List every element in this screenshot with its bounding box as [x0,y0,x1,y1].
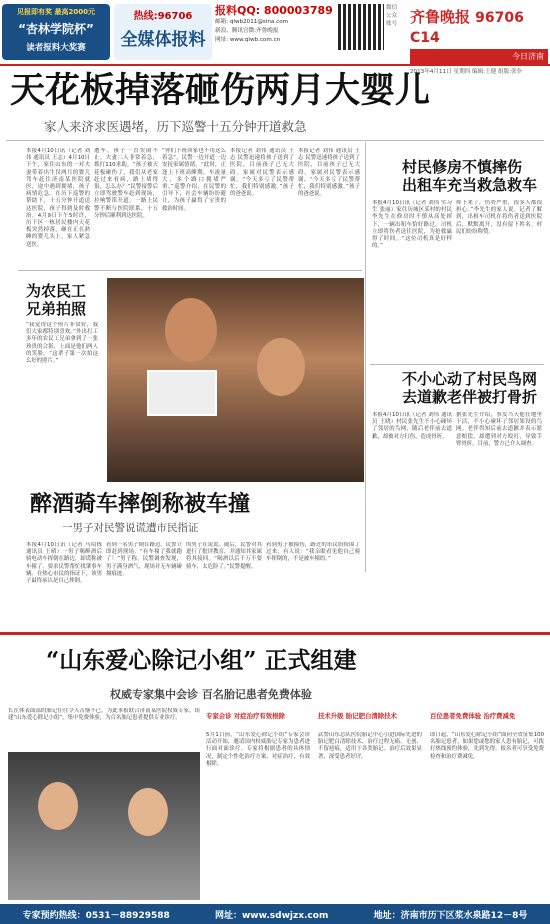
contest-ad-top: 见报即有奖 最高2000元 [17,8,95,16]
story6-headline: “山东爱心除记小组” 正式组建 [46,647,357,674]
masthead [0,0,550,75]
story2-headline [402,158,537,194]
report-weibo: 新浪、腾讯官微:齐鲁晚报 [215,28,279,34]
story4-col-1: 本报4月10日讯（记者 刘伟 通讯员 王晓）村民张先生不小心碰坏了邻居的鸟网，随后老伴前去道歉，却被对方打伤，造成骨折。 [372,412,452,440]
lead-col-3: “你们下班回家也不用这么着急”，民警一边开道一边安抚家属情绪。“此时，正逢上下班高峰期，车流量大，多个路口拥堵严重。”巡警介绍，在民警的引导下，社会车辆纷纷避让，为孩子赢得了宝贵的救治时间。 [162,148,226,212]
story3-title-2: 兄弟拍照 [26,300,87,318]
story6-col-2: 武警山东总队医院胎记中心引进国际先进的胎记肥白清除技术，治疗过程无痛、无创、不留疤痕，适用于各类胎记。治疗后效果显著，深受患者好评。 [318,732,422,760]
story6-col3-head: 百位患者免费体验 治疗费减免 [430,712,516,720]
divider [370,364,544,365]
qr-label: 微信公众账号 [386,5,398,27]
lead-col-4: 本报记者 刘伟 通讯员 王志 民警迅速将孩子送到了医院，目前孩子已无大碍。家属对民警表示感谢。“今天多亏了民警帮忙，我们特别感激。”孩子的爸爸说。 [230,148,294,198]
story5-subtitle: 一男子对民警说谎遭市民指证 [62,522,199,534]
lead-subtitle: 家人来济求医遇堵，历下巡警十五分钟开道救急 [44,119,307,134]
lead-col-5: 本报记者 刘伟 通讯员 王志 民警迅速将孩子送到了医院，目前孩子已无大碍。家属对民警表示感谢。“今天多亏了民警帮忙，我们特别感激。”孩子的爸爸说。 [298,148,360,198]
story6-intro: 长在体表面部的胎记往往令人苦恼不已。为此本报联合济南某医院权威专家，组建“山东爱心除记小组”，集中免费体验，为百名胎记患者提供专业诊疗。 [8,708,200,722]
report-info [215,4,335,60]
story3-title-1: 为农民工 [26,282,87,300]
worker-face [165,298,217,362]
story5-col-3: 的男子在说谎。随后，民警对其进行了批评教育，并通知其家属将其接回。“喝酒以后千万不要骑车，太危险了。”民警提醒。 [186,542,262,570]
report-qq: 报料QQ: 800003789 [215,4,333,17]
section-bar: 今日济南 [410,49,548,64]
story3-headline [26,282,86,318]
contest-ad[interactable] [2,4,110,60]
divider [6,140,544,141]
story4-title-2: 去道歉老伴被打骨折 [402,388,538,406]
story4-title-1: 不小心动了村民鸟网 [402,370,538,388]
held-photo [147,370,217,416]
brand-block [410,6,548,75]
story5-headline: 醉酒骑车摔倒称被车撞 [30,491,251,517]
story4-headline [402,370,537,406]
expert-face [128,788,168,836]
divider [18,270,362,271]
lead-headline: 天花板掉落砸伤两月大婴儿 [10,70,431,111]
workers-photo [107,278,364,482]
experts-photo [8,752,200,900]
story6-col-3: 即日起，“山东爱心除记小组”面向全省征集100名胎记患者，如果您或您的家人患有胎记，可拨打热线预约体验，先到先得。报名者可享受免费检查和治疗费减免。 [430,732,544,760]
story2-col-2: 摔下来了，伤势严重，很多人都很担心。”李先生的家人说。记者了解到，出租车司机在将伤者送到医院后，默默离开，没有留下姓名。村民们纷纷称赞。 [456,200,542,235]
story2-col-1: 本报4月10日讯（记者 刘伟 实习生 张丽）家住历城区某村的村民李先生在修房时不慎从高处摔下，一辆出租车恰好路过，司机立即将伤者送往医院，为抢救赢得了时间。“这位司机真是好样的。” [372,200,452,250]
worker-face [257,338,305,396]
newspaper-logo: 齐鲁晚报 [410,8,471,26]
footer-phone[interactable]: 专家预约热线：0531－88929588 [22,910,170,921]
hotline-big: 全媒体报料 [120,30,206,50]
footer-web[interactable]: 网址：www.sdwjzx.com [214,910,329,921]
story6-col2-head: 技术升级 胎记肥白清除技术 [318,712,397,720]
story6-col1-head: 专家会诊 对症治疗有效根除 [206,712,285,720]
lead-col-1: 本报4月10日讯（记者 刘伟 通讯员 王志）4月10日下午，家住山东的一对夫妻带着出生仅两月的婴儿驾车赶往济南某医院就医，途中遇到拥堵，孩子病情危急。在历下巡警的帮助下，十五分钟开道送达医院，孩子得到及时救治。4月9日下午5时许，历下区一栋居民楼内天花板突然掉落，砸在正在熟睡的婴儿头上，家人紧急送医。 [26,148,90,248]
issue-date: 2013年4月11日 星期四 编辑:王健 组版:张仆 [410,69,523,75]
story5-col-2: 看到一名男子倒在路边，民警立即赶到现场。“有车撞了我就跑了！”男子称。民警调查发现，男子满身酒气，现场并无车辆碰撞痕迹。 [106,542,182,577]
hotline-ad[interactable] [114,4,212,60]
story2-title-2: 出租车充当救急救车 [402,176,538,194]
contest-ad-sub: 读者报料大奖赛 [26,43,86,53]
story5-col-1: 本报4月10日讯（记者 马绍栋 通讯员 王晴）一男子喝醉酒后骑电动车摔倒在路边，却谎称被车撞了，要求民警帮忙找肇事车辆。在热心市民的指证下，该男子最终承认是自己摔倒。 [26,542,102,585]
story2-title-1: 村民修房不慎摔伤 [402,158,523,176]
story6-subtitle: 权威专家集中会诊 百名胎记患者免费体验 [110,688,312,701]
footer-address: 地址：济南市历下区浆水泉路12－8号 [373,910,528,921]
story3-body: “我觉得这个照片非常好，我们大家都特别喜欢。”外出打工多年的农民工兄弟拿到了一张珍贵的合影，上面是他们两人的笑脸。“这辈子第一次拍这么好的照片。” [26,322,98,365]
divider [0,632,550,635]
divider [365,142,366,572]
lead-col-2: 遭车，孩子一直哭闹不止。夫妻二人非常着急，拨打110求助。“孩子被天花板砸伤了，我们从老家赶过来看病，路上堵得很，怎么办？”民警接警后立即驾驶警车赶到现场，拉响警笛开道。一路上民警不断与医院联系，十五分钟后顺利到达医院。 [94,148,158,219]
contest-ad-brand: “杏林学院杯” [18,22,94,36]
expert-face [38,782,78,830]
report-web: 网址: www.qlwb.com.cn [215,37,281,43]
hotline-label: 热线:96706 [133,11,193,22]
story5-col-4: 看到男子被撞伤，路过的市民纷纷围了过来，有人说：“我亲眼看见他自己骑车摔倒的，不是被车撞的。” [266,542,360,563]
ad-footer-bar [0,904,550,924]
edition-number: 96706 C14 [410,10,524,46]
story6-col-1: 5月1日前，“山东爱心除记小组”专家会诊活动开始，邀请国内权威胎记专家为患者进行面对面诊疗。专家将根据患者的具体情况，制定个性化治疗方案，对症治疗，有效根除。 [206,732,310,767]
story4-col-2: 据张先生介绍，事发当天他在地里干活，不小心碰坏了邻居架设的鸟网。老伴得知后前去道歉并表示愿意赔偿，却遭到对方殴打，导致手臂骨折。目前，警方已介入调查。 [456,412,542,447]
report-mail: 邮箱: qlwb2011@sina.com [215,19,289,25]
qr-code-icon[interactable] [338,4,384,50]
